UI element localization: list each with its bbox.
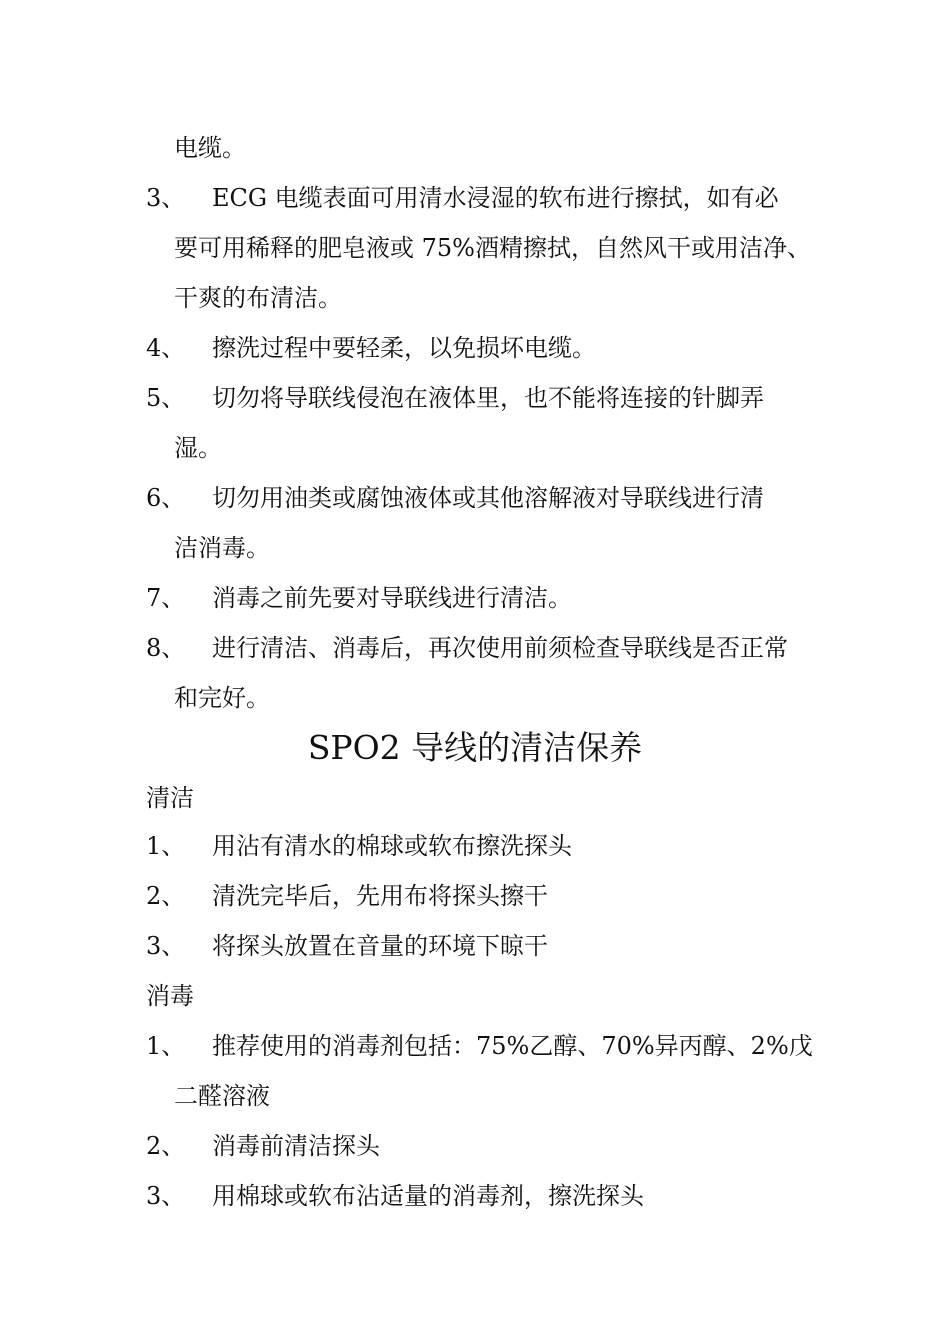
spo2-cleaning-item1-text: 用沾有清水的棉球或软布擦洗探头 xyxy=(212,832,572,860)
spo2-disinfection-item1-line2: 二醛溶液 xyxy=(174,1082,270,1110)
spo2-cleaning-item2-text: 清洗完毕后，先用布将探头擦干 xyxy=(212,882,548,910)
ecg-item6-number: 6、 xyxy=(146,484,186,512)
ecg-item2-continuation: 电缆。 xyxy=(174,134,246,162)
ecg-item5-number: 5、 xyxy=(146,384,186,412)
ecg-item8-line2: 和完好。 xyxy=(174,684,270,712)
ecg-item3-line3: 干爽的布清洁。 xyxy=(174,284,342,312)
ecg-item7-number: 7、 xyxy=(146,584,186,612)
spo2-cleaning-item1-number: 1、 xyxy=(146,832,186,860)
spo2-disinfection-item2-text: 消毒前清洁探头 xyxy=(212,1132,380,1160)
ecg-item4-line1: 擦洗过程中要轻柔，以免损坏电缆。 xyxy=(212,334,596,362)
spo2-section-title: SPO2 导线的清洁保养 xyxy=(307,728,643,767)
spo2-disinfection-item3-number: 3、 xyxy=(146,1182,186,1210)
ecg-item5-line2: 湿。 xyxy=(174,434,222,462)
spo2-cleaning-item2-number: 2、 xyxy=(146,882,186,910)
spo2-cleaning-item3-text: 将探头放置在音量的环境下晾干 xyxy=(212,932,548,960)
spo2-disinfection-item3-text: 用棉球或软布沾适量的消毒剂，擦洗探头 xyxy=(212,1182,644,1210)
ecg-item3-line2: 要可用稀释的肥皂液或 75%酒精擦拭，自然风干或用洁净、 xyxy=(174,234,811,262)
spo2-disinfection-item2-number: 2、 xyxy=(146,1132,186,1160)
ecg-item6-line2: 洁消毒。 xyxy=(174,534,270,562)
spo2-cleaning-item3-number: 3、 xyxy=(146,932,186,960)
ecg-item6-line1: 切勿用油类或腐蚀液体或其他溶解液对导联线进行清 xyxy=(212,484,764,512)
spo2-disinfection-item1-line1: 推荐使用的消毒剂包括：75%乙醇、70%异丙醇、2%戊 xyxy=(212,1032,813,1060)
spo2-disinfection-label: 消毒 xyxy=(146,982,194,1010)
ecg-item3-line1: ECG 电缆表面可用清水浸湿的软布进行擦拭，如有必 xyxy=(212,184,779,212)
ecg-item3-number: 3、 xyxy=(146,184,186,212)
ecg-item5-line1: 切勿将导联线侵泡在液体里，也不能将连接的针脚弄 xyxy=(212,384,764,412)
ecg-item7-line1: 消毒之前先要对导联线进行清洁。 xyxy=(212,584,572,612)
ecg-item4-number: 4、 xyxy=(146,334,186,362)
ecg-item8-line1: 进行清洁、消毒后，再次使用前须检查导联线是否正常 xyxy=(212,634,788,662)
spo2-disinfection-item1-number: 1、 xyxy=(146,1032,186,1060)
spo2-cleaning-label: 清洁 xyxy=(146,784,194,812)
ecg-item8-number: 8、 xyxy=(146,634,186,662)
